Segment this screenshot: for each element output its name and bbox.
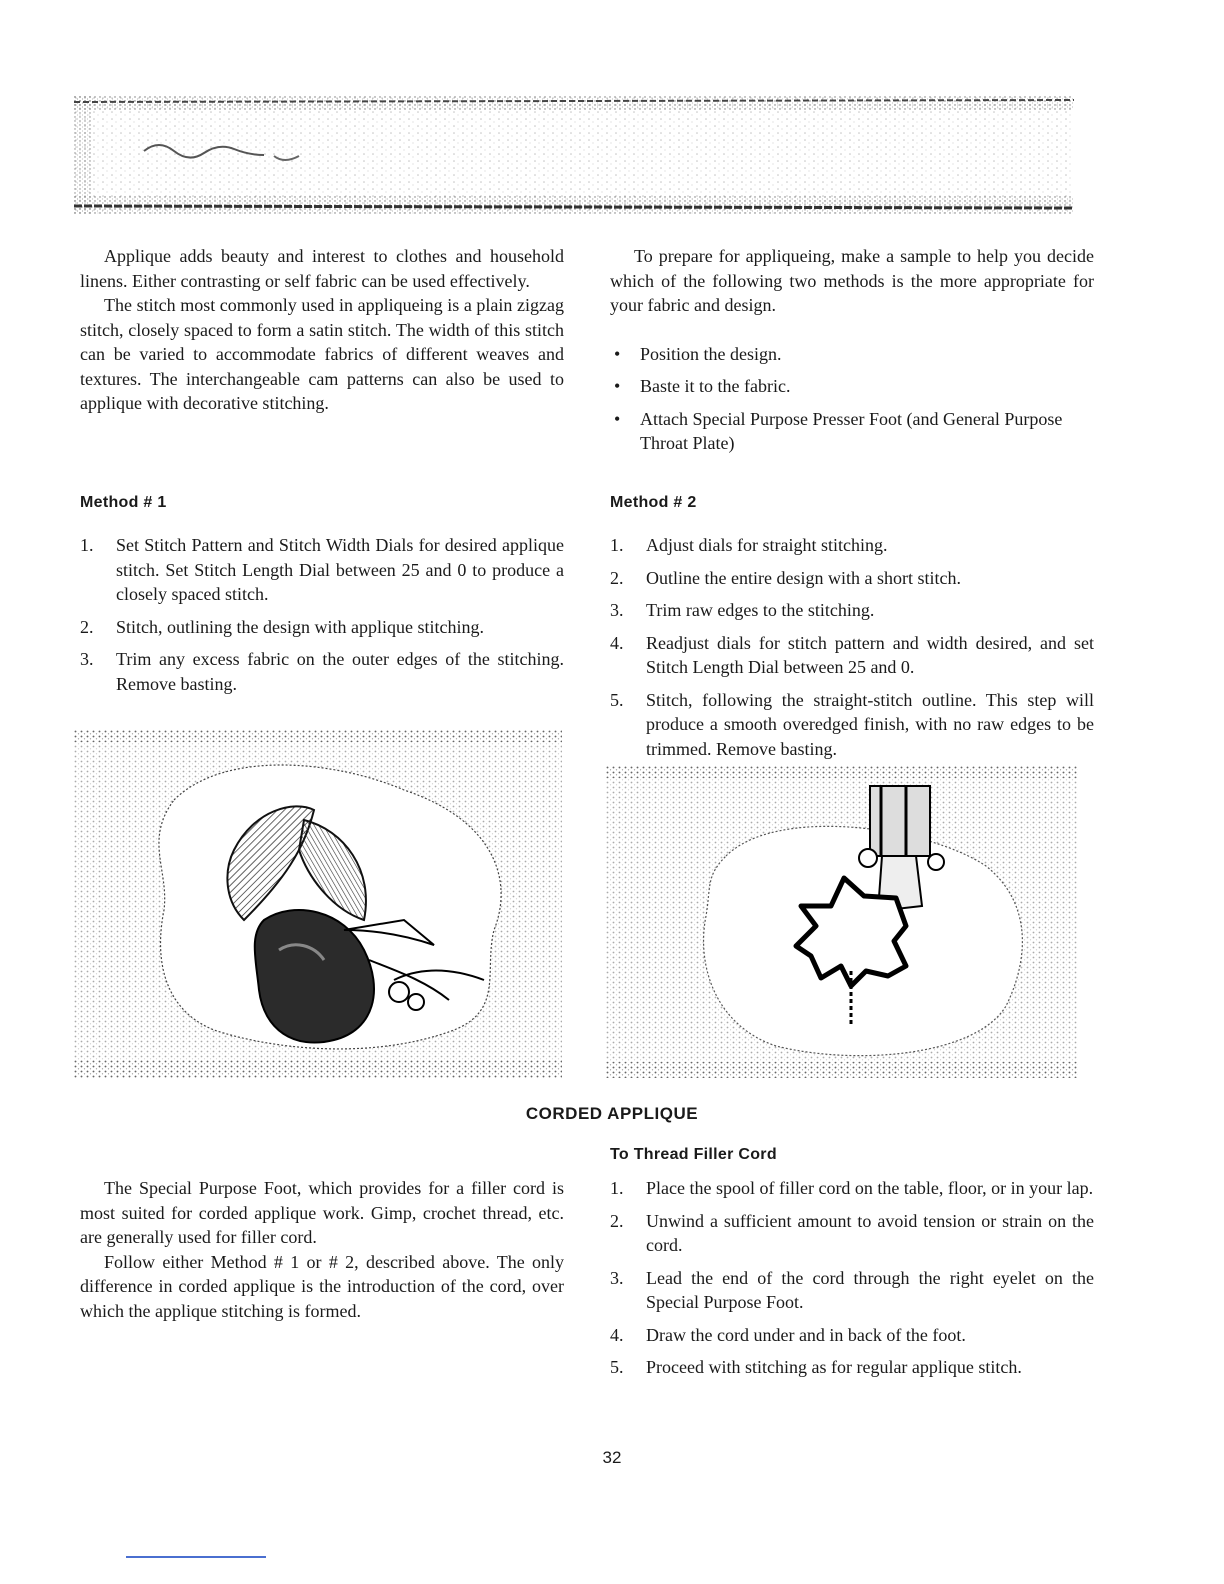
bullet-item: • Attach Special Purpose Presser Foot (and General Purpose Throat Plate): [614, 408, 1063, 453]
leaf-applique-illustration: [606, 766, 1078, 1078]
bullet-item: • Position the design.: [614, 343, 782, 364]
method-2-steps: [610, 533, 1094, 769]
list-item: 3. Lead the end of the cord through the right eyelet on the Special Purpose Foot.: [610, 1267, 1094, 1312]
corded-paragraph-2: Follow either Method # 1 or # 2, described above. The only difference in corded applique is the introduction of the cord, over which the applique stitching is formed.: [80, 1251, 564, 1321]
thread-filler-cord-heading: To Thread Filler Cord: [610, 1146, 777, 1163]
corded-paragraph-1: The Special Purpose Foot, which provides for a filler cord is most suited for corded applique work. Gimp, crochet thread, etc. are generally used for filler cord.: [80, 1178, 564, 1247]
list-item: 2. Unwind a sufficient amount to avoid tension or strain on the cord.: [610, 1210, 1094, 1255]
method-1-steps: [80, 533, 564, 704]
method-2-heading: Method # 2: [610, 494, 697, 511]
footer-divider: [126, 1556, 266, 1558]
corded-text: [80, 1176, 564, 1323]
list-item: 3. Trim any excess fabric on the outer edges of the stitching. Remove basting.: [80, 649, 564, 694]
corded-applique-title: CORDED APPLIQUE: [525, 1104, 699, 1123]
list-item: 2. Stitch, outlining the design with applique stitching.: [80, 616, 484, 637]
method-1-heading: Method # 1: [80, 494, 167, 511]
prepare-paragraph: To prepare for appliqueing, make a sample to help you decide which of the following two methods is the more appropriate for your fabric and design.: [610, 246, 1094, 315]
list-item: 1. Set Stitch Pattern and Stitch Width Dials for desired applique stitch. Set Stitch Length Dial between 25 and 0 to produce a closely spaced stitch.: [80, 535, 564, 604]
intro-right-text: [610, 244, 1094, 464]
page-number: 32: [602, 1448, 622, 1467]
list-item: 1. Place the spool of filler cord on the table, floor, or in your lap.: [610, 1178, 1094, 1198]
header-banner-image: [74, 96, 1074, 214]
thread-filler-cord-steps: [610, 1176, 1094, 1388]
bullet-item: • Baste it to the fabric.: [614, 376, 791, 396]
list-item: 2. Outline the entire design with a short stitch.: [610, 567, 961, 588]
pear-applique-illustration: [74, 730, 562, 1078]
list-item: 1. Adjust dials for straight stitching.: [610, 535, 888, 555]
list-item: 4. Readjust dials for stitch pattern and width desired, and set Stitch Length Dial between 25 and 0.: [610, 632, 1094, 677]
list-item: 5. Stitch, following the straight-stitch outline. This step will produce a smooth overedged finish, with no raw edges to be trimmed. Remove basting.: [610, 689, 1094, 759]
prepare-bullet-list: [610, 342, 1094, 456]
list-item: 5. Proceed with stitching as for regular applique stitch.: [610, 1357, 1022, 1377]
list-item: 4. Draw the cord under and in back of the foot.: [610, 1324, 966, 1345]
intro-left-text: [80, 244, 564, 416]
intro-paragraph-2: The stitch most commonly used in appliqueing is a plain zigzag stitch, closely spaced to form a satin stitch. The width of this stitch can be varied to accommodate fabrics of different weaves and textures. The interchangeable cam patterns can also be used to applique with decorative stitching.: [80, 295, 564, 413]
list-item: 3. Trim raw edges to the stitching.: [610, 600, 875, 620]
intro-paragraph-1: Applique adds beauty and interest to clothes and household linens. Either contrasting or self fabric can be used effectively.: [80, 246, 564, 291]
